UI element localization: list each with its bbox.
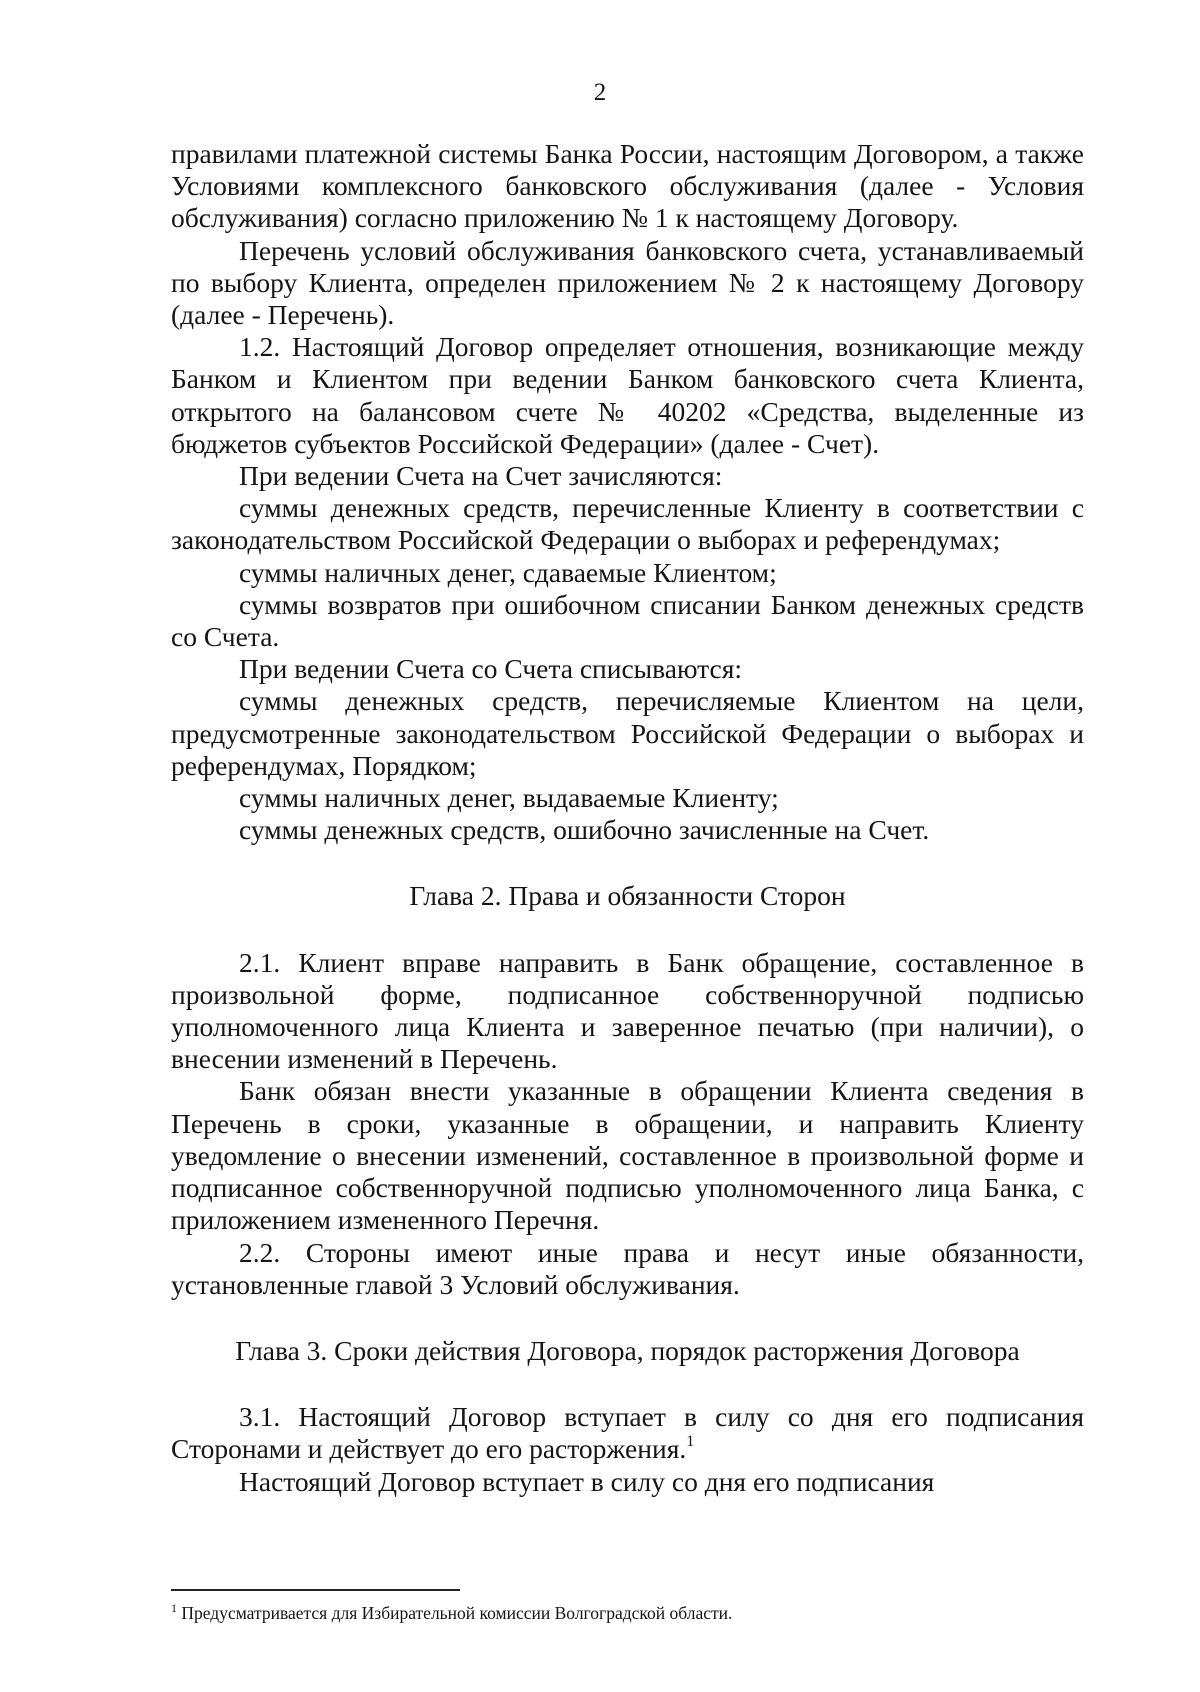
footnote-mark: 1 <box>171 1601 177 1615</box>
paragraph: правилами платежной системы Банка России, настоящим Договором, а также Условиями комплексного банковского обслуживания (далее - Условия обслуживания) согласно приложению № 1 к настоящему Договору. <box>171 138 1084 234</box>
paragraph: Настоящий Договор вступает в силу со дня его подписания <box>239 1465 935 1497</box>
paragraph: суммы денежных средств, ошибочно зачисленные на Счет. <box>239 814 930 846</box>
paragraph-text: 3.1. Настоящий Договор вступает в силу со дня его подписания Сторонами и действует до его расторжения. <box>171 1401 1084 1465</box>
paragraph: При ведении Счета на Счет зачисляются: <box>239 460 723 492</box>
chapter-heading: Глава 2. Права и обязанности Сторон <box>409 880 846 912</box>
chapter-heading: Глава 3. Сроки действия Договора, порядок расторжения Договора <box>235 1334 1020 1366</box>
paragraph <box>171 1401 1084 1465</box>
paragraph: При ведении Счета со Счета списываются: <box>239 653 743 685</box>
footnote-reference: 1 <box>686 1433 695 1451</box>
paragraph: суммы денежных средств, перечисленные Клиенту в соответствии с законодательством Российской Федерации о выборах и референдумах; <box>171 492 1084 556</box>
paragraph: суммы наличных денег, сдаваемые Клиентом; <box>239 556 777 588</box>
footnote-separator <box>171 1589 460 1591</box>
paragraph: 2.1. Клиент вправе направить в Банк обращение, составленное в произвольной форме, подписанное собственноручной подписью уполномоченного лица Клиента и заверенное печатью (при наличии), о внесении изменений в Перечень. <box>171 946 1084 1075</box>
paragraph: Перечень условий обслуживания банковского счета, устанавливаемый по выбору Клиента, определен приложением № 2 к настоящему Договору (далее - Перечень). <box>171 234 1084 331</box>
footnote <box>171 1602 1084 1624</box>
paragraph: суммы возвратов при ошибочном списании Банком денежных средств со Счета. <box>171 588 1084 653</box>
paragraph: 1.2. Настоящий Договор определяет отношения, возникающие между Банком и Клиентом при ведении Банком банковского счета Клиента, открытого на балансовом счете № 40202 «Средства, выделенные из бюджетов субъектов Российской Федерации» (далее - Счет). <box>171 331 1084 459</box>
paragraph: 2.2. Стороны имеют иные права и несут иные обязанности, установленные главой 3 Условий обслуживания. <box>171 1236 1084 1300</box>
footnote-text: Предусматривается для Избирательной комиссии Волгоградской области. <box>181 1603 733 1623</box>
paragraph: Банк обязан внести указанные в обращении Клиента сведения в Перечень в сроки, указанные в обращении, и направить Клиенту уведомление о внесении изменений, составленное в произвольной форме и подписанное собственноручной подписью уполномоченного лица Банка, с приложением измененного Перечня. <box>171 1075 1084 1236</box>
paragraph: суммы денежных средств, перечисляемые Клиентом на цели, предусмотренные законодательством Российской Федерации о выборах и референдумах, Порядком; <box>171 685 1084 781</box>
document-body <box>171 138 1084 1498</box>
page-number: 2 <box>593 79 607 106</box>
paragraph: суммы наличных денег, выдаваемые Клиенту; <box>239 782 779 814</box>
